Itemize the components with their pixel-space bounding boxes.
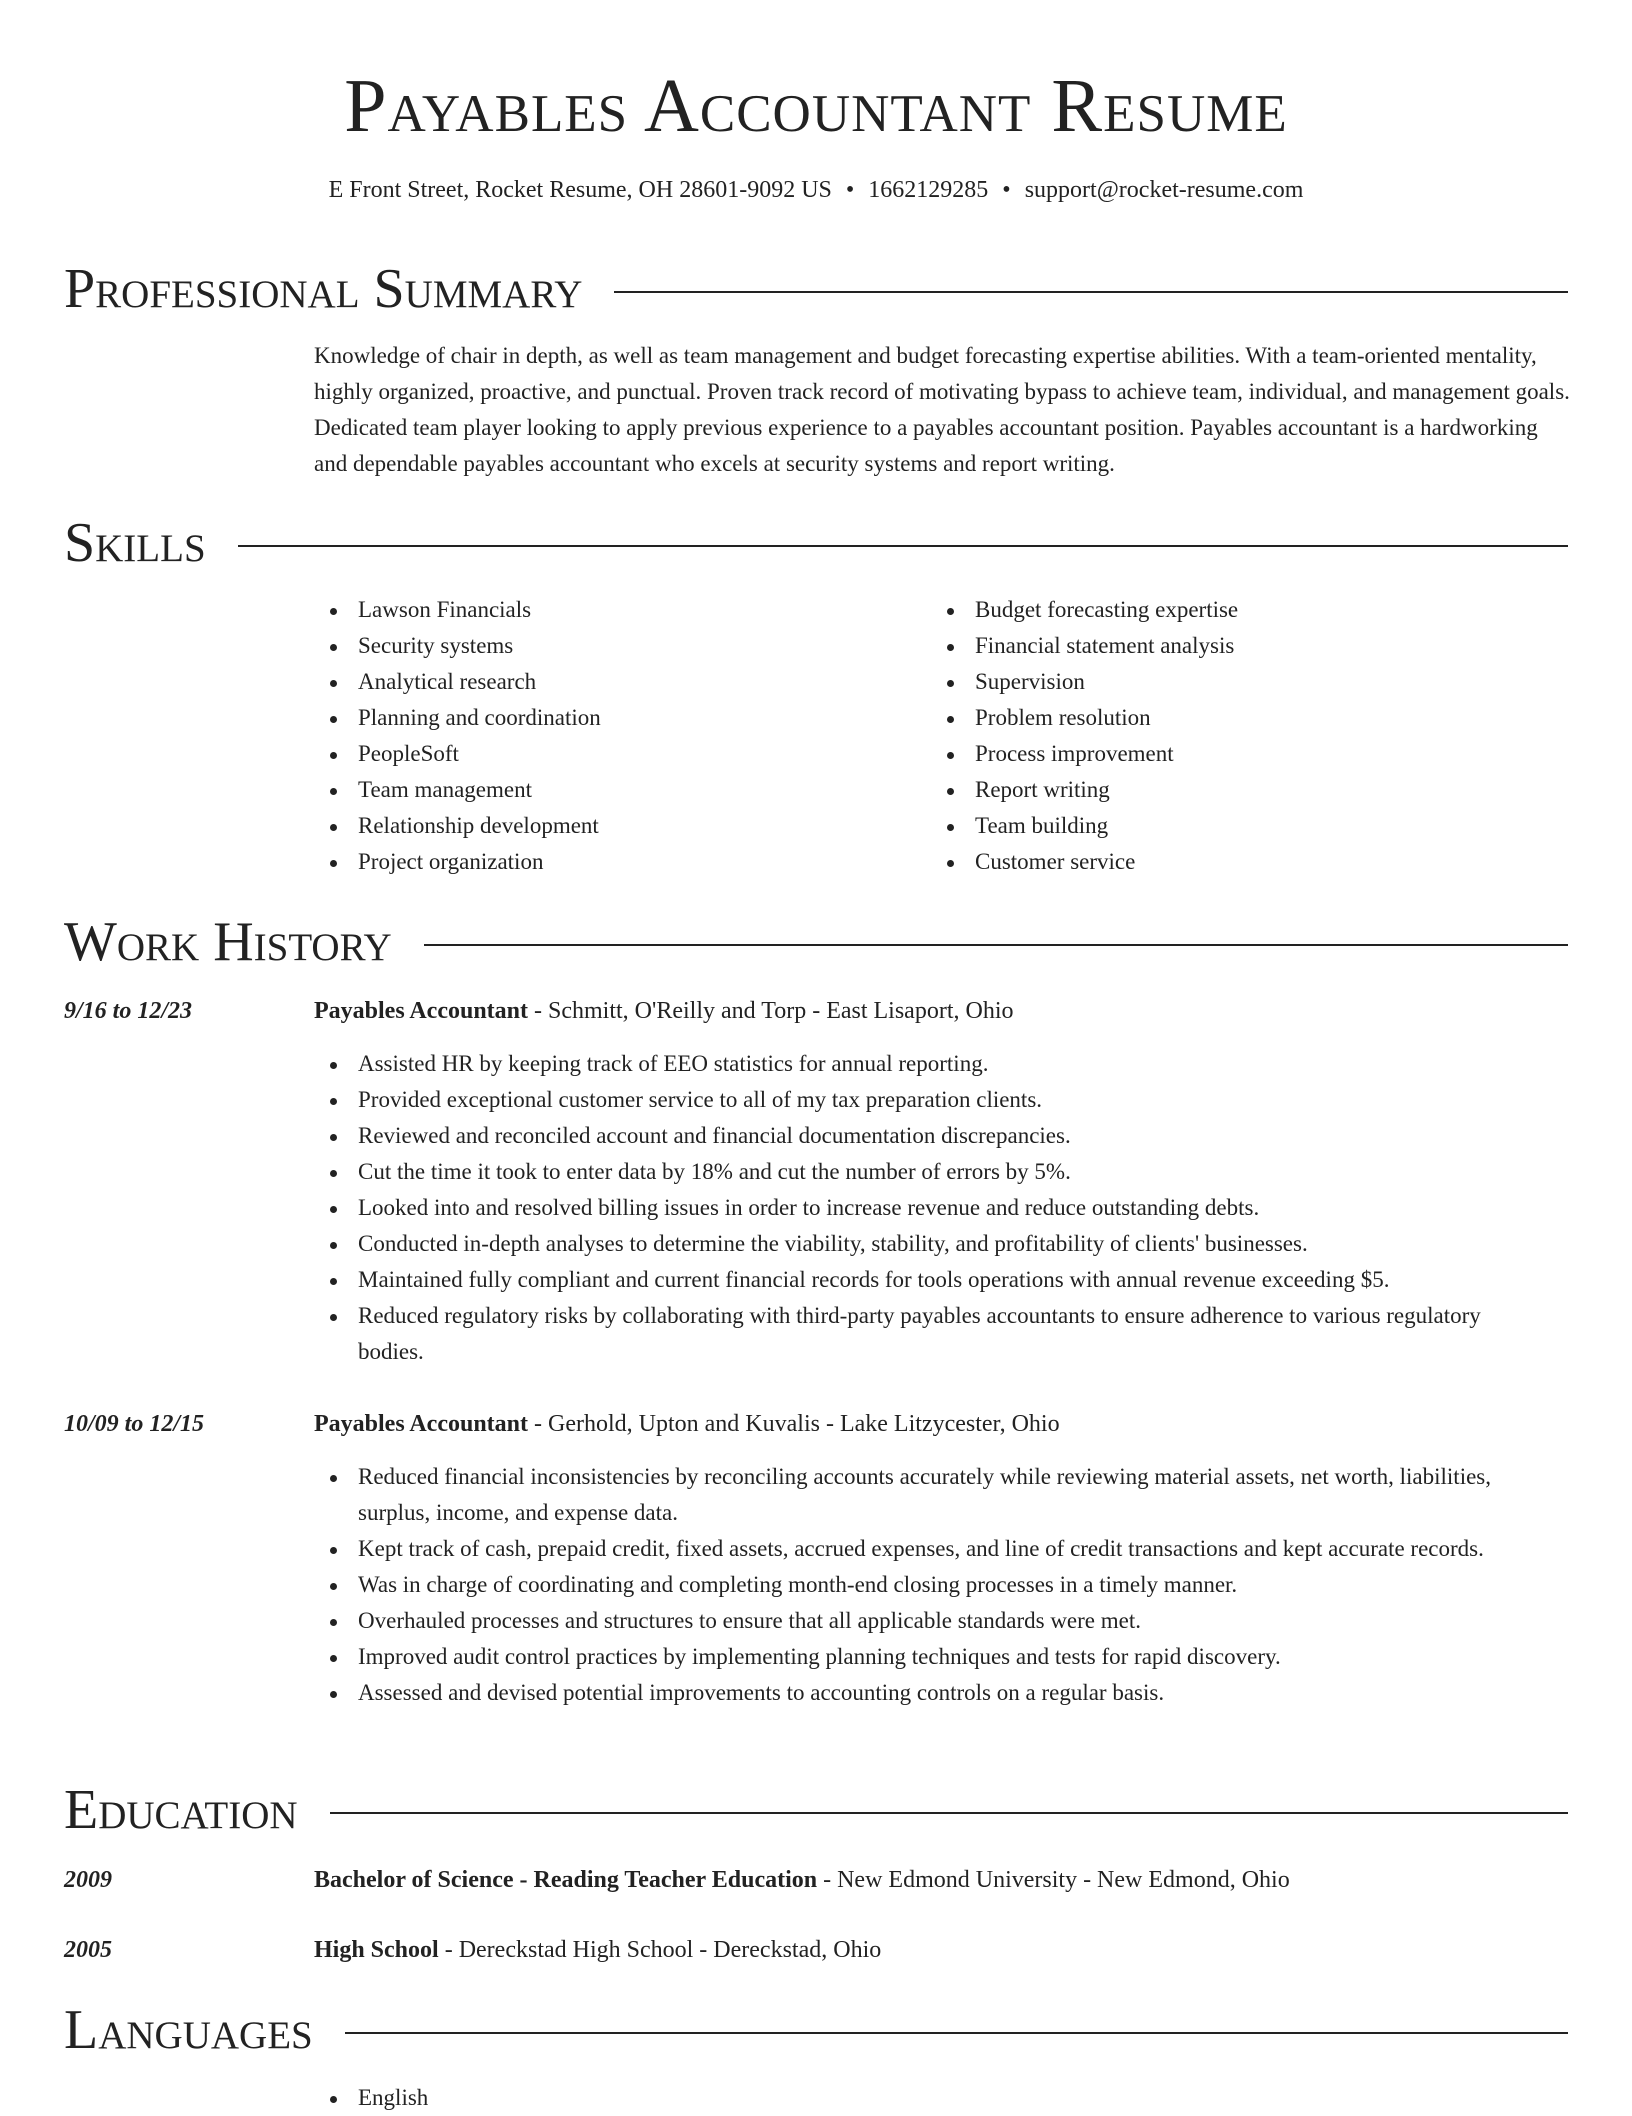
job-bullets	[314, 1459, 1514, 1711]
skill-item: Lawson Financials	[314, 592, 914, 628]
section-divider	[424, 944, 1568, 946]
skill-item: Process improvement	[931, 736, 1571, 772]
work-heading: Work History	[64, 911, 392, 973]
contact-email[interactable]: support@rocket-resume.com	[1024, 177, 1304, 203]
list-item: Improved audit control practices by implementing planning techniques and tests for rapid discovery.	[314, 1639, 1514, 1675]
skill-item: Team management	[314, 772, 914, 808]
skill-item: Analytical research	[314, 664, 914, 700]
summary-text: Knowledge of chair in depth, as well as team management and budget forecasting expertise abilities. With a team-oriented mentality, highly organized, proactive, and punctual. Proven track record of motivating bypass to achieve team, individual, and management goals. Dedicated team player looking to apply previous experience to a payables accountant position. Payables accountant is a hardworking and dependable payables accountant who excels at security systems and report writing.	[314, 343, 1570, 476]
skills-list-left	[314, 592, 914, 880]
education-entry	[314, 1932, 1574, 1968]
skill-item: Security systems	[314, 628, 914, 664]
list-item: Cut the time it took to enter data by 18% and cut the number of errors by 5%.	[314, 1154, 1514, 1190]
skills-heading: Skills	[64, 512, 206, 574]
skill-item: Supervision	[931, 664, 1571, 700]
job-dates: 10/09 to 12/15	[64, 1411, 205, 1437]
skill-item: Project organization	[314, 844, 914, 880]
education-year: 2005	[64, 1937, 112, 1963]
section-divider	[614, 291, 1568, 293]
education-school: - Dereckstad High School - Dereckstad, Ohio	[438, 1937, 882, 1963]
skill-item: Problem resolution	[931, 700, 1571, 736]
list-item: Provided exceptional customer service to all of my tax preparation clients.	[314, 1082, 1514, 1118]
skill-item: Budget forecasting expertise	[931, 592, 1571, 628]
skill-item: Financial statement analysis	[931, 628, 1571, 664]
education-section-header	[64, 1775, 1568, 1845]
job-title: Payables Accountant	[314, 1411, 529, 1437]
job-heading	[314, 1406, 1574, 1442]
list-item: Reviewed and reconciled account and financial documentation discrepancies.	[314, 1118, 1514, 1154]
education-heading: Education	[64, 1779, 298, 1841]
list-item: Assisted HR by keeping track of EEO statistics for annual reporting.	[314, 1046, 1514, 1082]
skill-item: Team building	[931, 808, 1571, 844]
contact-separator: •	[845, 177, 855, 203]
list-item: Assessed and devised potential improvements to accounting controls on a regular basis.	[314, 1675, 1514, 1711]
skills-list-right	[931, 592, 1571, 880]
section-divider	[238, 545, 1568, 547]
work-section-header	[64, 907, 1568, 977]
skill-item: Planning and coordination	[314, 700, 914, 736]
job-dates: 9/16 to 12/23	[64, 998, 193, 1024]
skill-item: PeopleSoft	[314, 736, 914, 772]
languages-section-header	[64, 1995, 1568, 2065]
job-employer: - Schmitt, O'Reilly and Torp - East Lisaport, Ohio	[528, 998, 1014, 1024]
list-item: Kept track of cash, prepaid credit, fixed assets, accrued expenses, and line of credit transactions and kept accurate records.	[314, 1531, 1514, 1567]
list-item: Reduced financial inconsistencies by reconciling accounts accurately while reviewing material assets, net worth, liabilities, surplus, income, and expense data.	[314, 1459, 1514, 1531]
section-divider	[330, 1812, 1568, 1814]
education-degree: Bachelor of Science - Reading Teacher Education	[314, 1867, 818, 1893]
job-heading	[314, 993, 1574, 1029]
education-school: - New Edmond University - New Edmond, Ohio	[817, 1867, 1290, 1893]
skill-item: Customer service	[931, 844, 1571, 880]
list-item: Looked into and resolved billing issues in order to increase revenue and reduce outstanding debts.	[314, 1190, 1514, 1226]
list-item: Conducted in-depth analyses to determine the viability, stability, and profitability of clients' businesses.	[314, 1226, 1514, 1262]
list-item: Was in charge of coordinating and completing month-end closing processes in a timely manner.	[314, 1567, 1514, 1603]
contact-phone: 1662129285	[868, 177, 989, 203]
list-item: Reduced regulatory risks by collaborating with third-party payables accountants to ensure adherence to various regulatory bodies.	[314, 1298, 1514, 1370]
contact-line	[0, 172, 1632, 208]
contact-separator: •	[1002, 177, 1011, 203]
list-item: Maintained fully compliant and current financial records for tools operations with annual revenue exceeding $5.	[314, 1262, 1514, 1298]
skill-item: Report writing	[931, 772, 1571, 808]
job-title: Payables Accountant	[314, 998, 529, 1024]
section-divider	[345, 2032, 1568, 2034]
summary-section-header	[64, 254, 1568, 324]
contact-address: E Front Street, Rocket Resume, OH 28601-9092 US	[328, 177, 832, 203]
education-year: 2009	[64, 1867, 112, 1893]
languages-heading: Languages	[64, 1999, 313, 2061]
job-employer: - Gerhold, Upton and Kuvalis - Lake Litzycester, Ohio	[528, 1411, 1060, 1437]
education-degree: High School	[314, 1937, 439, 1963]
resume-title: Payables Accountant Resume	[344, 64, 1288, 148]
job-bullets	[314, 1046, 1514, 1370]
language-item: English	[314, 2080, 1514, 2116]
summary-heading: Professional Summary	[64, 258, 583, 320]
list-item: Overhauled processes and structures to ensure that all applicable standards were met.	[314, 1603, 1514, 1639]
languages-list	[314, 2080, 1514, 2116]
skills-section-header	[64, 508, 1568, 578]
skill-item: Relationship development	[314, 808, 914, 844]
education-entry	[314, 1862, 1574, 1898]
